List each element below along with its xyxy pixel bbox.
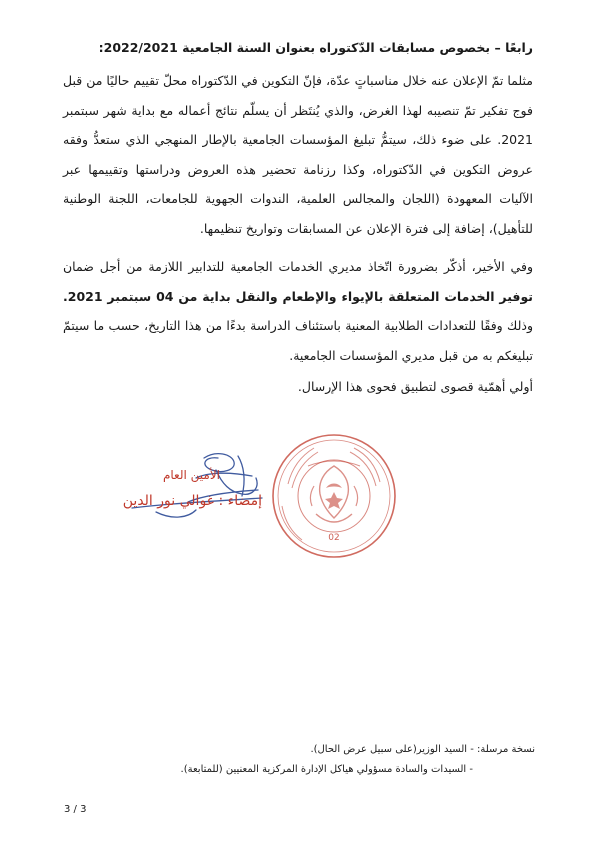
official-stamp [268,432,400,562]
paragraph-university-services [63,252,533,370]
paragraph-2-highlight: توفير الخدمات المتعلقة بالإيواء والإطعام والنقل بداية من 04 سبتمبر 2021. [63,288,534,304]
stamp-number: 02 [328,533,340,543]
signatory-name: إمضاء : غوالي نور الدين [122,493,262,509]
copy-line-central-administration: - السيدات والسادة مسؤولي هياكل الإدارة المركزية المعنيين (للمتابعة). [180,764,473,775]
copy-line-minister: نسخة مرسلة: - السيد الوزير(على سبيل عرض الحال). [310,744,535,755]
page-number: 3 / 3 [64,804,87,815]
section-heading: رابعًا – بخصوص مسابقات الدّكتوراه بعنوان السنة الجامعية 2022/2021: [98,40,533,55]
copies-distribution [55,740,535,780]
paragraph-2-rest: وذلك وفقًا للتعدادات الطلابية المعنية باستئناف الدراسة بدءًا من هذا التاريخ، حسب ما سيتمّ تبليغكم به من قبل مديري المؤسسات الجامعية. [63,318,533,363]
signature-block [104,468,262,538]
emblem-icon [310,466,357,522]
signatory-title: الأمين العام [162,468,220,482]
paragraph-doctorate-evaluation: مثلما تمّ الإعلان عنه خلال مناسباتٍ عدّة، فإنّ التكوين في الدّكتوراه محلّ تقييم حاليًا من قبل فوج تفكير تمّ تنصيبه لهذا الغرض، والذي يُنتَظر أن يسلّم نتائج أعماله مع بداية شهر سبتمبر 2021. على ضوء ذلك، سيتمُّ تبليغ المؤسسات الجامعية بالإطار المنهجي الذي ستعدُّ وفقه عروض التكوين في الدّكتوراه، وكذا رزنامة تحضير هذه العروض ودراستها وتقييمها عبر الآليات المعهودة (اللجان والمجالس العلمية، الندوات الجهوية للجامعات، اللجنة الوطنية للتأهيل)، إضافة إلى فترة الإعلان عن المسابقات وتواريخ تنظيمها. [63,73,533,236]
closing-sentence: أولي أهمّية قصوى لتطبيق فحوى هذا الإرسال. [297,379,533,394]
paragraph-2-intro: وفي الأخير، أذكّر بضرورة اتّخاذ مديري الخدمات الجامعية للتدابير اللازمة من أجل ضمان [63,259,533,274]
